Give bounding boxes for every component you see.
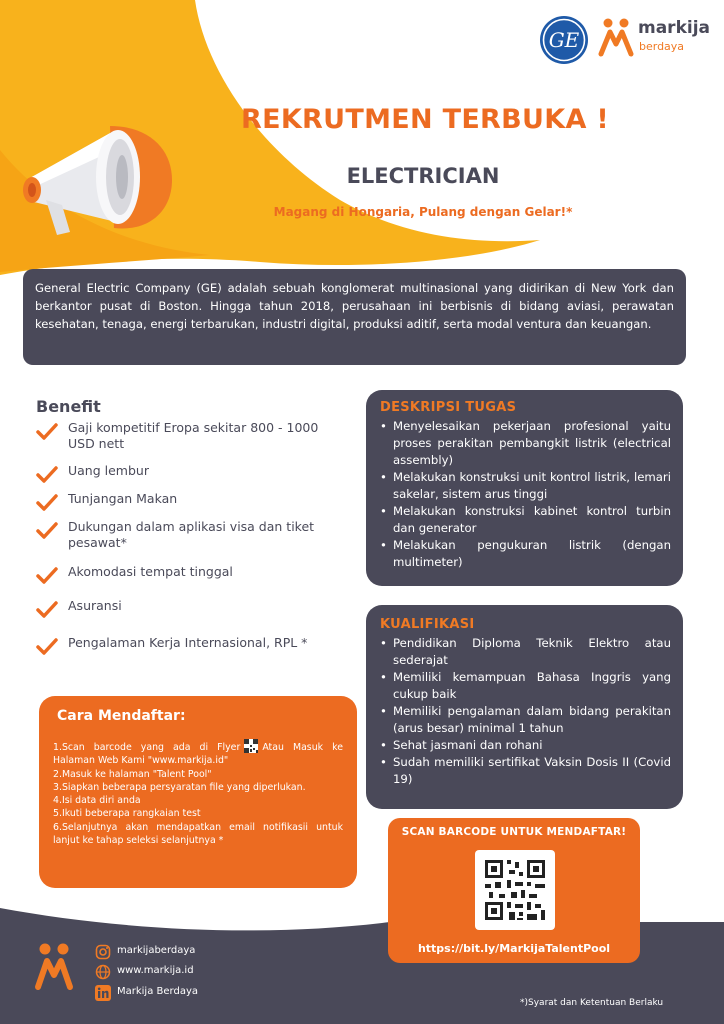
company-intro	[23, 269, 686, 365]
checkmark-icon	[36, 567, 58, 585]
list-item: • Melakukan konstruksi kabinet kontrol turbin dan generator	[380, 503, 671, 537]
qualification-panel	[366, 605, 683, 809]
qr-code-icon	[475, 850, 555, 930]
checkmark-icon	[36, 522, 58, 540]
checkmark-icon	[36, 466, 58, 484]
list-item: • Melakukan pengukuran listrik (dengan multimeter)	[380, 537, 671, 571]
terms-footnote: *)Syarat dan Ketentuan Berlaku	[520, 998, 664, 1008]
markija-name: markija	[638, 18, 711, 38]
scan-barcode-panel	[388, 818, 640, 963]
qr-code[interactable]	[475, 850, 555, 930]
list-item: 6.Selanjutnya akan mendapatkan email notifikasii untuk lanjut ke tahap seleksi selanjutnya *	[53, 821, 343, 847]
qr-code-icon	[244, 739, 258, 753]
qualification-list	[380, 635, 671, 788]
markija-logo-footer	[34, 941, 74, 993]
linkedin-icon	[95, 985, 111, 1001]
social-linkedin[interactable]: Markija Berdaya	[95, 985, 295, 1001]
social-website[interactable]: www.markija.id	[95, 964, 295, 980]
megaphone-icon	[12, 110, 182, 245]
globe-icon	[95, 964, 111, 980]
list-item: 3.Siapkan beberapa persyaratan file yang diperlukan.	[53, 781, 306, 793]
ge-logo	[539, 15, 589, 65]
tagline: Magang di Hongaria, Pulang dengan Gelar!*	[273, 205, 573, 219]
list-item: • Memiliki kemampuan Bahasa Inggris yang cukup baik	[380, 669, 671, 703]
list-item: • Sudah memiliki sertifikat Vaksin Dosis II (Covid 19)	[380, 754, 671, 788]
benefit-title: Benefit	[36, 397, 101, 416]
how-to-apply-steps	[53, 739, 343, 847]
how-to-apply-panel	[39, 696, 357, 888]
list-item: • Menyelesaikan pekerjaan profesional yaitu proses perakitan pembangkit listrik (electrical assembly)	[380, 418, 671, 469]
list-item: • Pendidikan Diploma Teknik Elektro atau sederajat	[380, 635, 671, 669]
checkmark-icon	[36, 494, 58, 512]
instagram-icon	[95, 944, 111, 960]
markija-icon	[598, 16, 634, 58]
list-item: • Sehat jasmani dan rohani	[380, 737, 671, 754]
headline: REKRUTMEN TERBUKA !	[241, 104, 609, 135]
list-item: • Memiliki pengalaman dalam bidang perakitan (arus besar) minimal 1 tahun	[380, 703, 671, 737]
job-description-title: DESKRIPSI TUGAS	[380, 400, 517, 415]
checkmark-icon	[36, 638, 58, 656]
checkmark-icon	[36, 423, 58, 441]
checkmark-icon	[36, 601, 58, 619]
scan-barcode-title: SCAN BARCODE UNTUK MENDAFTAR!	[401, 826, 627, 838]
job-role: ELECTRICIAN	[346, 164, 500, 188]
job-description-panel	[366, 390, 683, 586]
social-instagram[interactable]: markijaberdaya	[95, 944, 295, 960]
registration-link[interactable]: https://bit.ly/MarkijaTalentPool	[417, 942, 611, 955]
list-item: • Melakukan konstruksi unit kontrol listrik, lemari sakelar, sistem arus tinggi	[380, 469, 671, 503]
list-item: 2.Masuk ke halaman "Talent Pool"	[53, 768, 212, 780]
how-to-apply-title: Cara Mendaftar:	[57, 708, 186, 724]
markija-logo	[598, 16, 718, 60]
qualification-title: KUALIFIKASI	[380, 617, 475, 632]
job-description-list	[380, 418, 671, 571]
markija-tagline: berdaya	[639, 40, 685, 53]
list-item: 4.Isi data diri anda	[53, 795, 141, 807]
svg-text:GE: GE	[548, 28, 580, 52]
company-intro-text: General Electric Company (GE) adalah sebuah konglomerat multinasional yang didirikan di New York dan berkantor pusat di Boston. Hingga tahun 2018, perusahaan ini berbisnis di bidang aviasi, perawatan kesehatan, tenaga, energi terbarukan, industri digital, produksi aditif, serta modal ventura dan keuangan.	[35, 281, 674, 331]
list-item: 1.Scan barcode yang ada di Flyer Atau Masuk ke Halaman Web Kami "www.markija.id"	[53, 739, 343, 768]
list-item: 5.Ikuti beberapa rangkaian test	[53, 808, 201, 820]
